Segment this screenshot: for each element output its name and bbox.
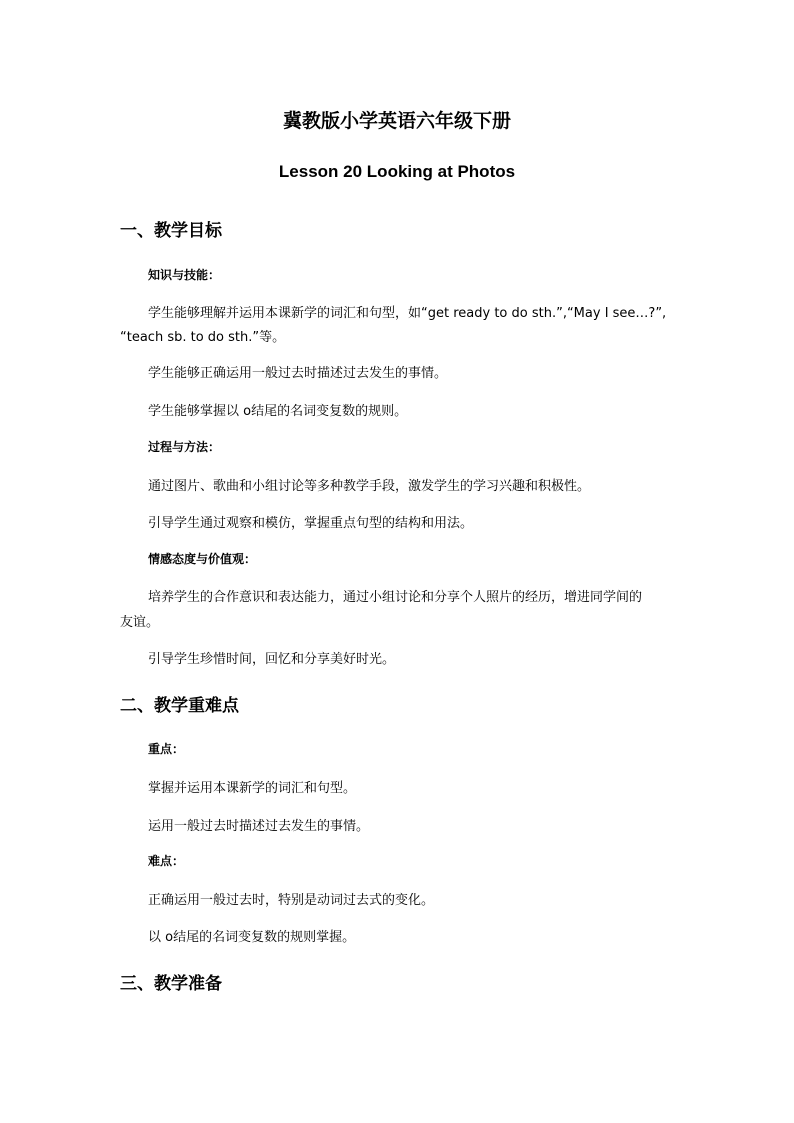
section-heading-preparation: 三、教学准备 <box>120 974 222 994</box>
paragraph-difficult-2: 以 o结尾的名词变复数的规则掌握。 <box>148 930 356 945</box>
paragraph-emotion-2: 引导学生珍惜时间，回忆和分享美好时光。 <box>148 652 396 667</box>
section-heading-objectives: 一、教学目标 <box>120 221 222 241</box>
document-subtitle: Lesson 20 Looking at Photos <box>278 162 516 181</box>
subheading-process-methods: 过程与方法： <box>148 440 221 454</box>
paragraph-knowledge-2: 学生能够正确运用一般过去时描述过去发生的事情。 <box>148 366 448 381</box>
paragraph-key-2: 运用一般过去时描述过去发生的事情。 <box>148 819 370 834</box>
subheading-knowledge-skills: 知识与技能： <box>148 268 221 282</box>
subheading-key-points: 重点： <box>148 742 185 756</box>
paragraph-knowledge-1-line-2: “teach sb. to do sth.”等。 <box>120 330 286 345</box>
paragraph-process-2: 引导学生通过观察和模仿，掌握重点句型的结构和用法。 <box>148 516 474 531</box>
subheading-difficult-points: 难点： <box>148 854 185 868</box>
paragraph-emotion-1-line-2: 友谊。 <box>120 615 160 630</box>
paragraph-knowledge-3: 学生能够掌握以 o结尾的名词变复数的规则。 <box>148 404 408 419</box>
paragraph-key-1: 掌握并运用本课新学的词汇和句型。 <box>148 781 357 796</box>
paragraph-difficult-1: 正确运用一般过去时，特别是动词过去式的变化。 <box>148 893 435 908</box>
section-heading-key-difficult: 二、教学重难点 <box>120 696 239 716</box>
paragraph-knowledge-1-line-1: 学生能够理解并运用本课新学的词汇和句型，如“get ready to do sth.”,“May I see…?”, <box>148 306 667 321</box>
document-title: 冀教版小学英语六年级下册 <box>282 110 511 132</box>
subheading-emotion-values: 情感态度与价值观： <box>148 552 257 566</box>
paragraph-process-1: 通过图片、歌曲和小组讨论等多种教学手段，激发学生的学习兴趣和积极性。 <box>148 479 591 494</box>
paragraph-emotion-1-line-1: 培养学生的合作意识和表达能力，通过小组讨论和分享个人照片的经历，增进同学间的 <box>148 590 643 605</box>
